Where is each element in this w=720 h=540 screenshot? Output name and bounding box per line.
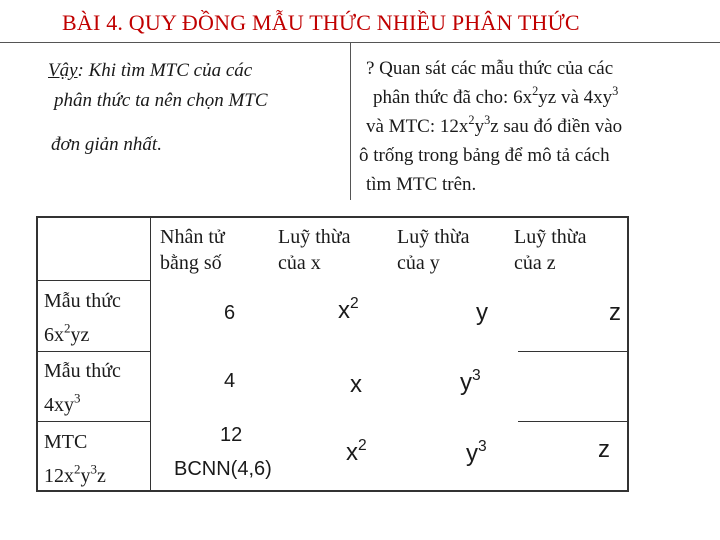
- header-power-x: Luỹ thừa của x: [278, 226, 351, 274]
- table-border-right: [627, 216, 629, 492]
- cell-power-z: z: [598, 436, 610, 463]
- question-line-1: ? Quan sát các mẫu thức của các: [366, 58, 614, 79]
- cell-power-x: $x^2$: [338, 294, 359, 324]
- question-line-5: tìm MTC trên.: [366, 174, 477, 195]
- header-power-z: Luỹ thừa của z: [514, 226, 587, 274]
- conclusion-line-3: đơn giản nhất.: [51, 134, 162, 155]
- table-border-bottom: [36, 490, 629, 492]
- table-row-divider: [518, 351, 628, 352]
- cell-factor: 6: [224, 302, 236, 324]
- table-col-divider: [150, 216, 151, 492]
- row-label-common-denominator: MTC $12x^2y^3z$: [44, 431, 106, 487]
- table-row-divider: [518, 421, 628, 422]
- cell-power-x: x: [350, 371, 362, 398]
- conclusion-line-1: : Khi tìm MTC của các: [77, 60, 253, 81]
- cell-power-x: $x^2$: [346, 436, 367, 466]
- table-border-left: [36, 216, 38, 492]
- header-power-y: Luỹ thừa của y: [397, 226, 470, 274]
- question-line-3: và MTC: $12x^2y^3z$ sau đó điền vào: [366, 112, 623, 137]
- note-divider: [350, 42, 351, 200]
- row-label-denominator-2: Mẫu thức $4xy^3$: [44, 360, 121, 416]
- header-numeric-factor: Nhân tử bằng số: [160, 226, 225, 274]
- cell-power-z: z: [609, 299, 621, 326]
- cell-power-y: $y^3$: [460, 366, 481, 396]
- page-title: BÀI 4. QUY ĐỒNG MẪU THỨC NHIỀU PHÂN THỨC: [62, 10, 580, 35]
- cell-factor: 12: [220, 424, 243, 446]
- cell-power-y: y: [476, 299, 488, 326]
- question-line-4: ô trống trong bảng để mô tả cách: [359, 145, 610, 166]
- question-line-2: phân thức đã cho: $6x^2yz$ và $4xy^3$: [373, 83, 619, 108]
- conclusion-line-2: phân thức ta nên chọn MTC: [54, 90, 268, 111]
- cell-factor-note: BCNN(4,6): [174, 458, 272, 480]
- cell-power-y: $y^3$: [466, 437, 487, 467]
- conclusion-label: Vậy: [48, 60, 78, 81]
- cell-factor: 4: [224, 370, 236, 392]
- title-divider: [0, 42, 720, 43]
- table-row-divider: [36, 280, 150, 281]
- table-border-top: [36, 216, 629, 218]
- row-label-denominator-1: Mẫu thức $6x^2yz$: [44, 290, 121, 346]
